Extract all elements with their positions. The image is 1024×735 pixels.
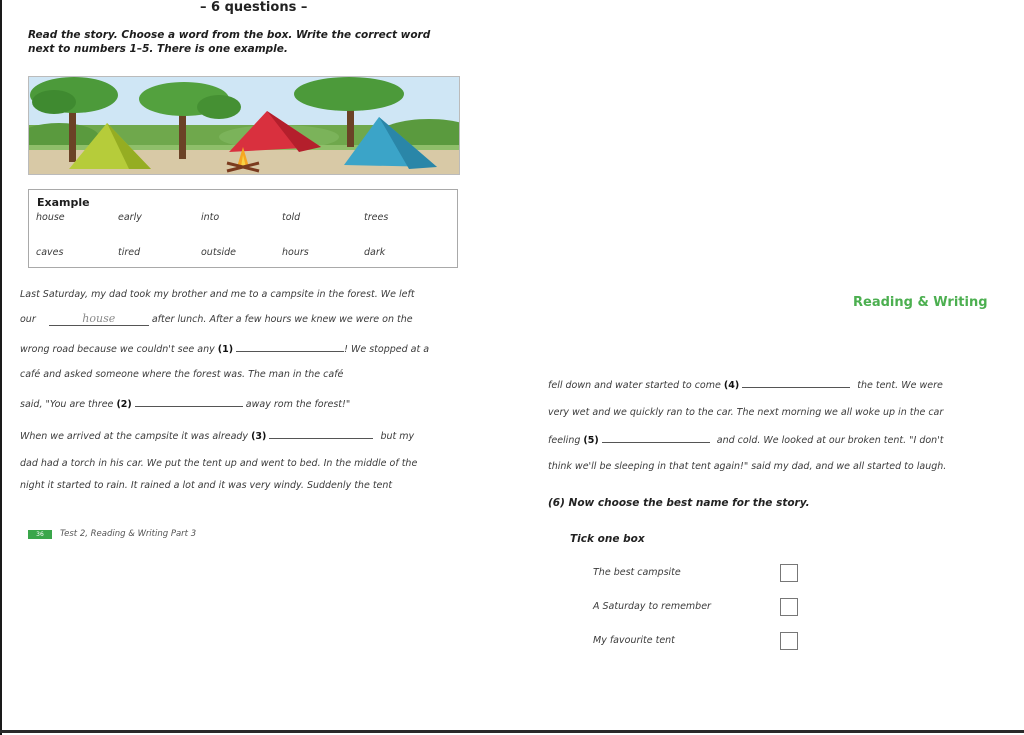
story-line: dad had a torch in his car. We put the tent up and went to bed. In the middle of the (20, 458, 418, 469)
gap-number-2: (2) (116, 399, 132, 410)
story-line: think we'll be sleeping in that tent again!" said my dad, and we all started to laugh. (548, 461, 947, 472)
word-option: told (282, 212, 301, 223)
gap-2-blank[interactable] (135, 406, 243, 407)
page-bottom-edge (0, 730, 1024, 733)
example-answer: house (82, 312, 116, 325)
story-line: night it started to rain. It rained a lot and it was very windy. Suddenly the tent (20, 480, 393, 491)
story-text: said, "You are three (20, 399, 114, 410)
story-text: When we arrived at the campsite it was already (20, 431, 249, 442)
story-line (20, 431, 414, 442)
story-text: our (20, 314, 36, 325)
question-6-prompt: (6) Now choose the best name for the story. (548, 497, 810, 509)
section-title: Reading & Writing (853, 295, 988, 310)
campsite-illustration (28, 76, 460, 175)
story-line (548, 380, 943, 391)
example-label: Example (37, 196, 90, 209)
word-box (28, 189, 458, 268)
title-option-checkbox[interactable] (780, 598, 798, 616)
title-option-label: A Saturday to remember (593, 601, 711, 612)
story-line (548, 435, 944, 446)
story-text: feeling (548, 435, 581, 446)
gap-number-5: (5) (583, 435, 599, 446)
word-option: trees (364, 212, 389, 223)
word-option: outside (201, 247, 237, 258)
gap-1-blank[interactable] (236, 351, 344, 352)
word-option: tired (118, 247, 141, 258)
gap-number-3: (3) (251, 431, 267, 442)
gap-4-blank[interactable] (742, 387, 850, 388)
tick-instruction: Tick one box (570, 533, 645, 545)
story-text: after lunch. After a few hours we knew we were on the (151, 314, 413, 325)
story-text: fell down and water started to come (548, 380, 721, 391)
story-line (20, 399, 350, 410)
word-option: early (118, 212, 142, 223)
story-line (20, 344, 429, 355)
story-line: very wet and we quickly ran to the car. The next morning we all woke up in the car (548, 407, 944, 418)
example-answer-blank (49, 312, 149, 326)
story-text: away rom the forest!" (245, 399, 351, 410)
story-line (20, 312, 413, 326)
story-text: ! We stopped at a (344, 344, 430, 355)
word-option: into (201, 212, 220, 223)
title-option-label: My favourite tent (593, 635, 675, 646)
gap-number-1: (1) (217, 344, 234, 355)
word-option: house (36, 212, 65, 223)
word-option: hours (282, 247, 309, 258)
title-option-label: The best campsite (593, 567, 681, 578)
title-option-checkbox[interactable] (780, 632, 798, 650)
gap-number-4: (4) (723, 380, 740, 391)
word-option: caves (36, 247, 64, 258)
story-line: café and asked someone where the forest was. The man in the café (20, 369, 344, 380)
campsite-scene-image (29, 77, 459, 174)
gap-5-blank[interactable] (602, 442, 710, 443)
page-left-edge (0, 0, 2, 735)
footer-text: Test 2, Reading & Writing Part 3 (60, 529, 197, 539)
word-option: dark (364, 247, 386, 258)
questions-count-heading: – 6 questions – (200, 0, 308, 15)
gap-3-blank[interactable] (269, 438, 373, 439)
page-number-badge: 36 (28, 530, 52, 539)
story-text: the tent. We were (857, 380, 943, 391)
story-line: Last Saturday, my dad took my brother and me to a campsite in the forest. We left (20, 289, 415, 300)
title-option-checkbox[interactable] (780, 564, 798, 582)
story-text: wrong road because we couldn't see any (20, 344, 215, 355)
story-text: but my (380, 431, 415, 442)
story-text: and cold. We looked at our broken tent. "I don't (716, 435, 944, 446)
instructions: Read the story. Choose a word from the box. Write the correct word next to numbers 1–5. There is one example. (28, 29, 431, 55)
